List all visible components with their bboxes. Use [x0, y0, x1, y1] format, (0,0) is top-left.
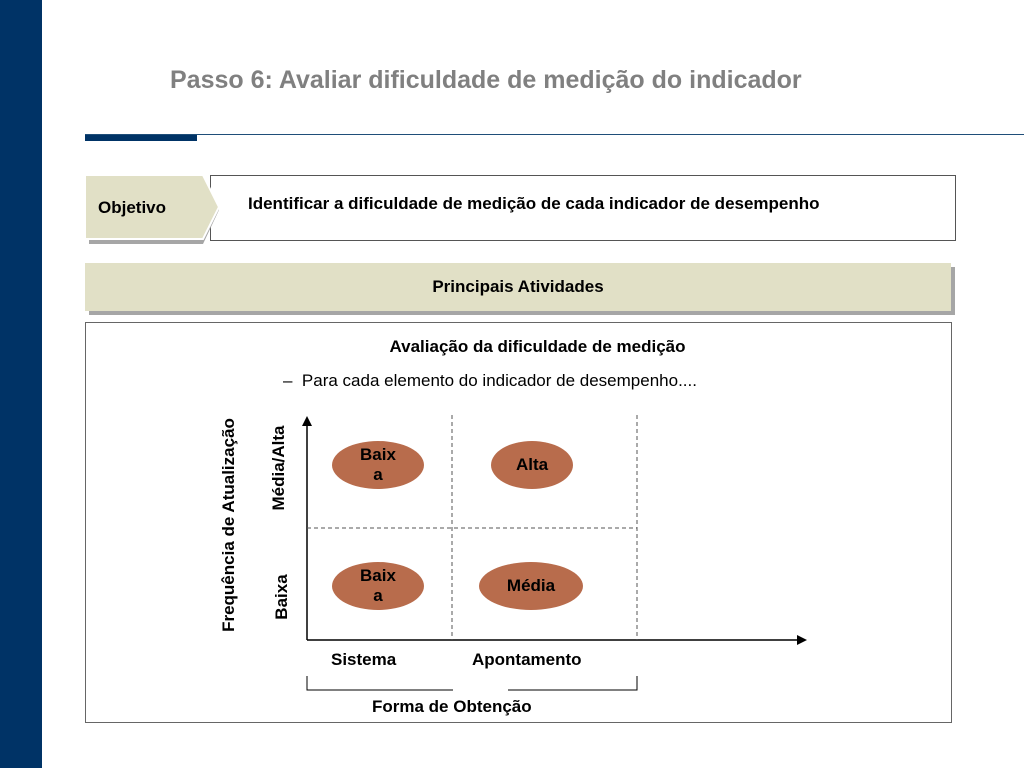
x-tick-apontamento: Apontamento [472, 650, 582, 669]
slide-title: Passo 6: Avaliar dificuldade de medição do indicador [170, 66, 802, 94]
cell-low-sistema [332, 562, 424, 610]
bullet-marker: – [283, 371, 293, 390]
cell-high-apontamento [491, 441, 573, 489]
cell-low-apontamento [479, 562, 583, 610]
x-axis-title: Forma de Obtenção [372, 697, 532, 716]
activities-subtitle: Avaliação da dificuldade de medição [389, 337, 686, 356]
x-axis-bracket-right [508, 676, 637, 690]
cell-low-apontamento-label: Média [506, 576, 556, 595]
bullet-text: Para cada elemento do indicador de desempenho.... [301, 371, 697, 390]
cell-low-sistema-label: Baixa [360, 566, 396, 605]
y-axis-title-text: Frequência de Atualização [219, 418, 238, 632]
x-tick-sistema: Sistema [331, 650, 397, 669]
y-tick-low-label: Baixa [272, 574, 291, 620]
x-axis-bracket-left [307, 676, 453, 690]
objective-label: Objetivo [98, 198, 167, 217]
cell-high-sistema-label: Baixa [360, 445, 396, 484]
objective-text: Identificar a dificuldade de medição de cada indicador de desempenho [248, 194, 820, 213]
activities-header-label: Principais Atividades [432, 277, 604, 296]
cell-high-sistema [332, 441, 424, 489]
y-tick-high-label: Média/Alta [269, 425, 288, 511]
cell-high-apontamento-label: Alta [515, 455, 549, 474]
